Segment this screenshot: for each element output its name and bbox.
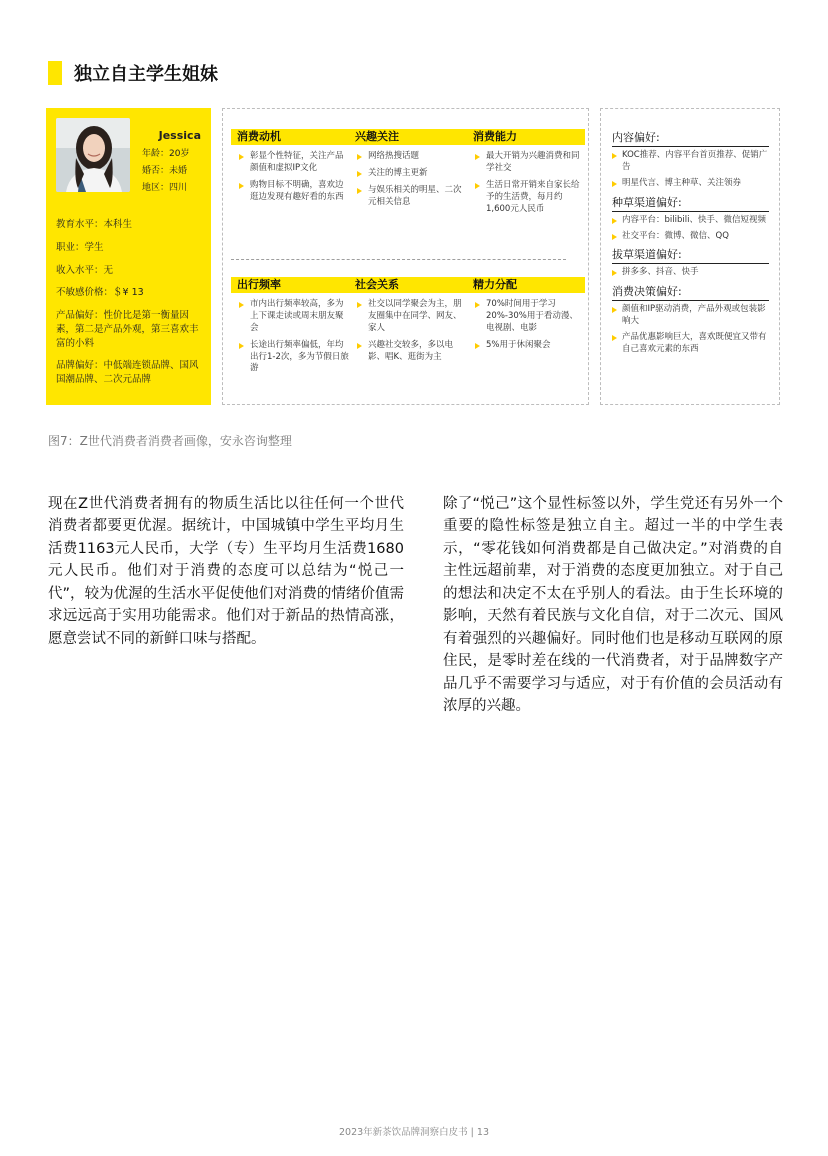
section-accent-bar — [48, 61, 62, 85]
trait-column — [231, 277, 349, 380]
dashed-divider — [231, 259, 566, 260]
persona-photo — [56, 118, 130, 192]
persona-age: 年龄：20岁 — [142, 148, 190, 159]
persona-photo-image — [56, 118, 130, 192]
trait-item: 长途出行频率偏低，年均出行1-2次，多为节假日旅游 — [239, 340, 349, 376]
trait-item: 社交以同学聚会为主，朋友圈集中在同学、网友、家人 — [357, 299, 467, 335]
persona-education: 教育水平：本科生 — [56, 219, 133, 230]
trait-item: 最大开销为兴趣消费和同学社交 — [475, 151, 585, 175]
preference-item: KOC推荐、内容平台首页推荐、促销广告 — [612, 150, 769, 174]
channel-preference-panel — [600, 108, 780, 405]
persona-traits-panel — [222, 108, 589, 405]
trait-column-title: 消费能力 — [467, 129, 585, 145]
persona-name: Jessica — [158, 129, 201, 142]
section-header — [48, 60, 218, 86]
trait-item: 网络热搜话题 — [357, 151, 467, 163]
trait-item: 生活日常开销来自家长给予的生活费，每月约1,600元人民币 — [475, 180, 585, 216]
persona-region: 地区：四川 — [142, 183, 188, 194]
trait-item: 70%时间用于学习 20%-30%用于看动漫、电视剧、电影 — [475, 299, 585, 335]
trait-column-title: 兴趣关注 — [349, 129, 467, 145]
trait-item: 兴趣社交较多，多以电影、唱K、逛街为主 — [357, 340, 467, 364]
body-paragraph-right: 除了“悦己”这个显性标签以外，学生党还有另外一个重要的隐性标签是独立自主。超过一半的中学生表示，“零花钱如何消费都是自己做决定。”对消费的自主性远超前辈，对于消费的态度更加独立。对于自己的想法和决定不太在乎别人的看法。由于生长环境的影响，天然有着民族与文化自信，对于二次元、国风有着强烈的兴趣偏好。同时他们也是移动互联网的原住民，是零时差在线的一代消费者，对于品牌数字产品几乎不需要学习与适应，对于有价值的会员活动有浓厚的兴趣。 — [443, 496, 783, 715]
trait-column — [467, 129, 585, 220]
persona-price: 不敏感价格：＄¥ 13 — [56, 287, 144, 299]
preference-heading: 消费决策偏好: — [612, 283, 769, 301]
persona-profile-card — [46, 108, 211, 405]
trait-column-title: 社会关系 — [349, 277, 467, 293]
trait-item: 市内出行频率较高，多为上下课走读或周末朋友聚会 — [239, 299, 349, 335]
trait-column — [231, 129, 349, 209]
trait-column-title: 精力分配 — [467, 277, 585, 293]
preference-item: 产品优惠影响巨大，喜欢既便宜又带有自己喜欢元素的东西 — [612, 332, 769, 356]
trait-column — [349, 129, 467, 214]
preference-heading: 拔草渠道偏好: — [612, 246, 769, 264]
preference-item: 明星代言、博主种草、关注领券 — [612, 178, 769, 190]
preference-item: 内容平台：bilibili、快手、微信短视频 — [612, 215, 769, 227]
persona-brand-preference: 品牌偏好：中低端连锁品牌、国风国潮品牌、二次元品牌 — [56, 360, 199, 386]
preference-item: 颜值和IP驱动消费，产品外观或包装影响大 — [612, 304, 769, 328]
trait-item: 关注的博主更新 — [357, 168, 467, 180]
preference-heading: 内容偏好: — [612, 129, 769, 147]
figure-caption: 图7：Z世代消费者消费者画像，安永咨询整理 — [48, 434, 292, 448]
trait-column-title: 出行频率 — [231, 277, 349, 293]
trait-item: 5%用于休闲聚会 — [475, 340, 585, 352]
trait-item: 购物目标不明确，喜欢边逛边发现有趣好看的东西 — [239, 180, 349, 204]
persona-marital: 婚否：未婚 — [142, 166, 188, 177]
trait-column — [349, 277, 467, 368]
trait-item: 彰显个性特征，关注产品颜值和虚拟IP文化 — [239, 151, 349, 175]
persona-income: 收入水平：无 — [56, 264, 114, 276]
preference-item: 拼多多、抖音、快手 — [612, 267, 769, 279]
trait-column — [467, 277, 585, 357]
section-title: 独立自主学生姐妹 — [74, 64, 218, 85]
preference-item: 社交平台：微博、微信、QQ — [612, 231, 769, 243]
preference-heading: 种草渠道偏好: — [612, 194, 769, 212]
persona-job: 职业：学生 — [56, 241, 104, 253]
trait-column-title: 消费动机 — [231, 129, 349, 145]
page-footer: 2023年新茶饮品牌洞察白皮书 | 13 — [338, 1127, 489, 1138]
body-paragraph-left: 现在Z世代消费者拥有的物质生活比以往任何一个世代消费者都要更优渥。据统计，中国城镇中学生平均月生活费1163元人民币，大学（专）生平均月生活费1680元人民币。他们对于消费的态度可以总结为“悦己一代”，较为优渥的生活水平促使他们对消费的情绪价值需求远远高于实用功能需求。他们对于新品的热情高涨，愿意尝试不同的新鲜口味与搭配。 — [48, 496, 404, 647]
trait-item: 与娱乐相关的明星、二次元相关信息 — [357, 185, 467, 209]
persona-product-preference: 产品偏好：性价比是第一衡量因素，第二是产品外观，第三喜欢丰富的小料 — [56, 310, 199, 349]
